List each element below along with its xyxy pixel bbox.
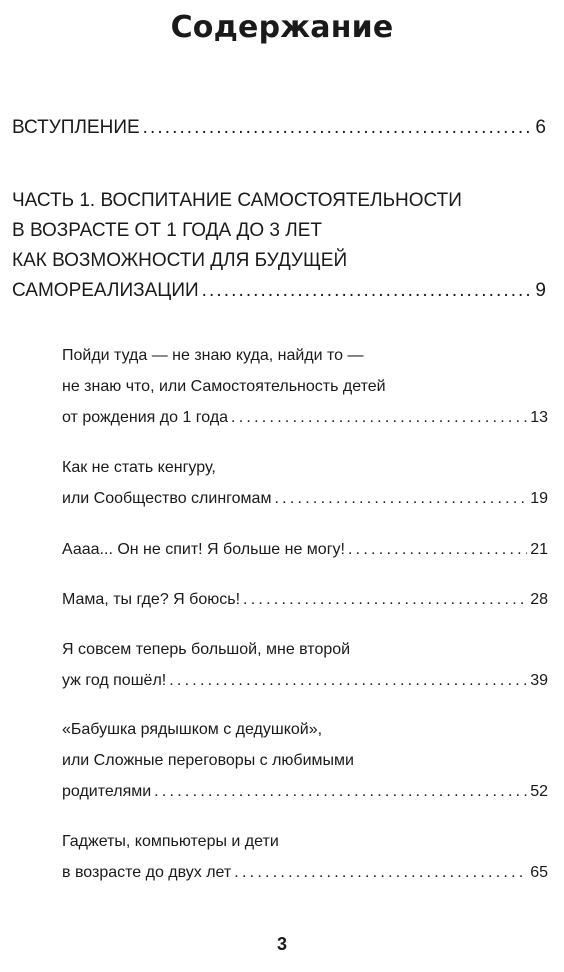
toc-entry-title: Мама, ты где? Я боюсь! <box>62 591 241 608</box>
toc-entry-last-line <box>12 113 546 143</box>
toc-entry-introduction[interactable] <box>12 113 546 143</box>
toc-entry-line: не знаю что, или Самостоятельность детей <box>62 378 386 395</box>
toc-entry-last-line <box>62 665 548 696</box>
toc-page-number: 6 <box>535 117 546 138</box>
dot-leader <box>143 113 533 143</box>
toc-page-number: 28 <box>530 591 548 608</box>
dot-leader <box>169 665 527 696</box>
toc-page-number: 13 <box>530 409 548 426</box>
toc-entry-chapter-4[interactable] <box>62 584 548 615</box>
toc-entry-title: от рождения до 1 года <box>62 409 229 426</box>
toc-entry-line: «Бабушка рядышком с дедушкой», <box>62 721 323 738</box>
toc-entry-chapter-7[interactable] <box>62 826 548 888</box>
toc-entry-last-line <box>62 402 548 433</box>
toc-entry-line: Гаджеты, компьютеры и дети <box>62 833 279 850</box>
dot-leader <box>234 857 527 888</box>
toc-entry-title: Аааа... Он не спит! Я больше не могу! <box>62 541 345 558</box>
dot-leader <box>243 584 527 615</box>
toc-entry-chapter-3[interactable] <box>62 534 548 565</box>
toc-entry-chapter-6[interactable] <box>62 714 548 807</box>
toc-entry-last-line <box>62 857 548 888</box>
toc-page-number: 39 <box>530 672 548 689</box>
toc-entry-title: САМОРЕАЛИЗАЦИИ <box>12 280 199 301</box>
dot-leader <box>154 776 527 807</box>
toc-entry-last-line <box>62 483 548 514</box>
toc-page-number: 65 <box>530 864 548 881</box>
toc-entry-line: Я совсем теперь большой, мне второй <box>62 641 351 658</box>
dot-leader <box>348 534 527 565</box>
toc-entry-line: или Сложные переговоры с любимыми <box>62 752 354 769</box>
toc-entry-chapter-5[interactable] <box>62 634 548 696</box>
toc-entry-line: В ВОЗРАСТЕ ОТ 1 ГОДА ДО 3 ЛЕТ <box>12 220 322 241</box>
toc-page-number: 9 <box>535 280 546 301</box>
toc-entry-title: уж год пошёл! <box>62 672 167 689</box>
toc-entry-title: или Сообщество слингомам <box>62 490 272 507</box>
toc-entry-part-1[interactable] <box>12 186 546 306</box>
toc-entry-last-line <box>62 776 548 807</box>
toc-entry-chapter-1[interactable] <box>62 340 548 433</box>
dot-leader <box>274 483 527 514</box>
toc-entry-chapter-2[interactable] <box>62 452 548 514</box>
toc-entry-line: Как не стать кенгуру, <box>62 459 216 476</box>
toc-entry-line: КАК ВОЗМОЖНОСТИ ДЛЯ БУДУЩЕЙ <box>12 250 348 271</box>
toc-page-number: 19 <box>530 490 548 507</box>
toc-entry-last-line <box>12 276 546 306</box>
toc-entry-title: родителями <box>62 783 152 800</box>
toc-entry-last-line <box>62 534 548 565</box>
toc-entry-title: ВСТУПЛЕНИЕ <box>12 117 140 138</box>
page-title: Содержание <box>170 10 394 45</box>
dot-leader <box>231 402 527 433</box>
dot-leader <box>202 276 533 306</box>
toc-entry-line: ЧАСТЬ 1. ВОСПИТАНИЕ САМОСТОЯТЕЛЬНОСТИ <box>12 190 462 211</box>
toc-entry-title: в возрасте до двух лет <box>62 864 232 881</box>
page-number: 3 <box>276 934 287 954</box>
toc-page-number: 21 <box>530 541 548 558</box>
toc-page-number: 52 <box>530 783 548 800</box>
toc-entry-line: Пойди туда — не знаю куда, найди то — <box>62 347 364 364</box>
toc-entry-last-line <box>62 584 548 615</box>
